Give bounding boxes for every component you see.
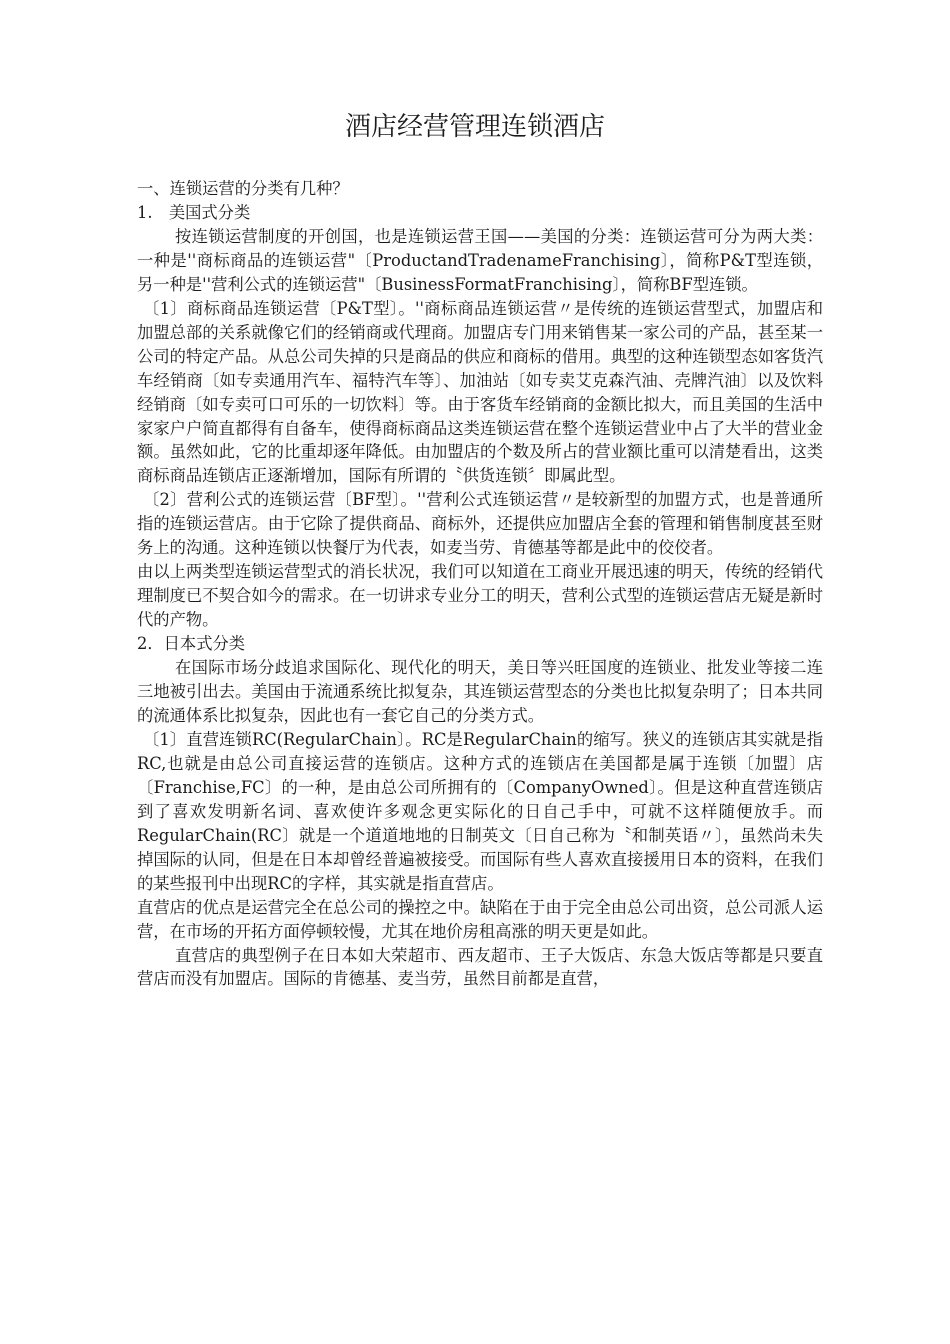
document-title: 酒店经营管理连锁酒店 [344,112,605,142]
paragraph-rc-chain: 〔1〕直营连锁RC(RegularChain〕。RC是RegularChain的缩写。狭义的连锁店其实就是指RC,也就是由总公司直接运营的连锁店。这种方式的连锁店在美国都是属于连锁〔加盟〕店〔Franchise,FC〕的一种，是由总公司所拥有的〔CompanyOwned〕。但是这种直营连锁店到了喜欢发明新名词、喜欢使许多观念更实际化的日自己手中，可就不这样随便放手。而RegularChain(RC〕就是一个道道地地的日制英文〔日自己称为〝和制英语〃〕，虽然尚未失掉国际的认同，但是在日本却曾经普遍被接受。而国际有些人喜欢直接援用日本的资料，在我们的某些报刊中出现RC的字样，其实就是指直营店。 [137,729,823,893]
paragraph-japan-intro: 在国际市场分歧追求国际化、现代化的明天，美日等兴旺国度的连锁业、批发业等接二连三地被引出去。美国由于流通系统比拟复杂，其连锁运营型态的分类也比拟复杂明了；日本共同的流通体系比拟复杂，因此也有一套它自己的分类方式。 [137,658,823,725]
paragraph-bf-type: 〔2〕营利公式的连锁运营〔BF型〕。''营利公式连锁运营〃是较新型的加盟方式，也是普通所指的连锁运营店。由于它除了提供商品、商标外，还提供应加盟店全套的管理和销售制度甚至财务上的沟通。这种连锁以快餐厅为代表，如麦当劳、肯德基等都是此中的佼佼者。 [137,490,823,558]
heading-section-1: 一、连锁运营的分类有几种？ [137,179,349,198]
paragraph-pt-type: 〔1〕商标商品连锁运营〔P&T型〕。''商标商品连锁运营〃是传统的连锁运营型式，加盟店和加盟总部的关系就像它们的经销商或代理商。加盟店专门用来销售某一家公司的产品，甚至某一公司的特定产品。从总公司失掉的只是商品的供应和商标的借用。典型的这种连锁型态如客货汽车经销商〔如专卖通用汽车、福特汽车等〕、加油站〔如专卖艾克森汽油、壳牌汽油〕以及饮料经销商〔如专卖可口可乐的一切饮料〕等。由于客货车经销商的金额比拟大，而且美国的生活中家家户户简直都得有自备车，使得商标商品这类连锁运营在整个连锁运营业中占了大半的营业金额。虽然如此，它的比重却逐年降低。由加盟店的个数及所占的营业额比重可以清楚看出，这类商标商品连锁店正逐渐增加，国际有所谓的〝供货连锁〞即属此型。 [137,298,823,486]
heading-us-classification: 1. 美国式分类 [137,202,251,222]
paragraph-rc-examples: 直营店的典型例子在日本如大荣超市、西友超市、王子大饭店、东急大饭店等都是只要直营店而没有加盟店。国际的肯德基、麦当劳，虽然目前都是直营， [137,945,823,989]
paragraph-us-summary: 由以上两类型连锁运营型式的消长状况，我们可以知道在工商业开展迅速的明天，传统的经销代理制度已不契合如今的需求。在一切讲求专业分工的明天，营利公式型的连锁运营店无疑是新时代的产物。 [137,562,823,630]
document-body [137,177,823,991]
paragraph-us-intro: 按连锁运营制度的开创国，也是连锁运营王国——美国的分类：连锁运营可分为两大类：一种是''商标商品的连锁运营"〔ProductandTradenameFranchising〕，简称P&T型连锁，另一种是''营利公式的连锁运营"〔BusinessFormatFranchising〕，简称BF型连锁。 [137,226,823,294]
heading-japan-classification: 2．日本式分类 [137,634,246,654]
paragraph-rc-pros-cons: 直营店的优点是运营完全在总公司的操控之中。缺陷在于由于完全由总公司出资，总公司派人运营，在市场的开拓方面停顿较慢，尤其在地价房租高涨的明天更是如此。 [137,897,823,941]
